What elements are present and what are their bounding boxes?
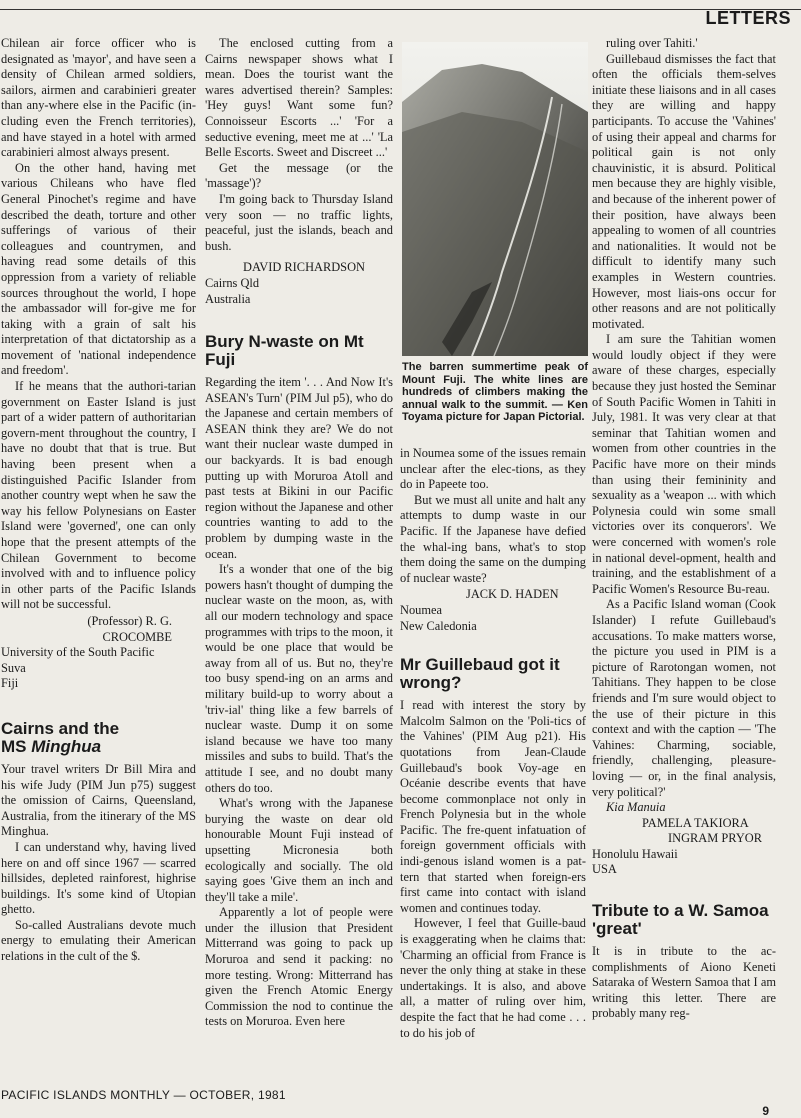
- affiliation: Fiji: [1, 676, 19, 691]
- affiliation: Suva: [1, 660, 26, 675]
- column-4: [592, 36, 776, 1022]
- paragraph: I read with interest the story by Malcolm Salmon on the 'Poli-tics of the Vahines' (PIM Aug p21). His quotations from Jean-Claude Guillebaud's book Voy-age en Océanie describe events that have become commonplace not only in French Polynesia but in the whole Pacific. The fre-quent infatuation of foreign government officials with indi-genous island women is a pat-tern that started when foreign-ers first came into contact with island women and continues today.: [400, 698, 586, 915]
- paragraph: If he means that the authori-tarian government on Easter Island is just part of a wider pattern of authoritarian govern-ment throughout the country, I have no doubt that that is true. But having been present when a distinguished Pacific Islander from another country wept when he saw the way his fellow Polynesians on Easter Island were 'governed', one can only hope that the present attempts of the Chilean Government to become involved with and to influence policy in other parts of the Pacific Islands will not be successful.: [1, 379, 196, 612]
- column-1: [1, 36, 196, 965]
- paragraph: Get the message (or the 'massage')?: [205, 160, 393, 191]
- column-2: [205, 36, 393, 1030]
- photo-caption: The barren summertime peak of Mount Fuji. The white lines are hundreds of climbers making the annual walk to the summit. — Ken Toyama picture for Japan Pictorial.: [402, 361, 588, 424]
- paragraph: What's wrong with the Japanese burying the waste on dear old honourable Mount Fuji instead of upsetting Micronesia both ecologically and socially. The old saying goes 'Give them an inch and they'll take a mile'.: [205, 796, 393, 904]
- affiliation: Noumea: [400, 602, 442, 617]
- paragraph: Regarding the item '. . . And Now It's ASEAN's Turn' (PIM Jul p5), who do the Japanese and certain members of ASEAN think they are? We do not want their nuclear waste dumped in our backyards. It is bad enough putting up with Moruroa Atoll and past tests at Bikini in our Pacific region without the Japanese and other countries wanting to add to the problem by dumping waste in the ocean.: [205, 375, 393, 561]
- affiliation: New Caledonia: [400, 618, 477, 633]
- paragraph: Chilean air force officer who is designated as 'mayor', and have seen a density of Chilean armed soldiers, sailors, airmen and carabinieri greater than any-where else in the Pacific (in-cluding even the French territories), and have stayed in a hotel with armed carabinieri almost always present.: [1, 36, 196, 160]
- paragraph: But we must all unite and halt any attempts to dump waste in our Pacific. If the Japanese have defied the whal-ing bans, what's to stop them doing the same on the dumping of nuclear waste?: [400, 492, 586, 585]
- section-header: LETTERS: [705, 8, 791, 28]
- paragraph: I am sure the Tahitian women would loudly object if they were aware of these charges, especially because they just hosted the Seminar of South Pacific Women in Tahiti in July, 1981. It was very clear at that seminar that Tahitian women and women from other countries in the Pacific have more on their minds than using their femininity and sexuality as a 'weapon ... with which Polynesia could win some small victories over its conquerors'. We were concerned with women's role in national devel-opment, health and training, and the establishment of a Pacific Women's Resource Bu-reau.: [592, 332, 776, 596]
- affiliation: Cairns Qld: [205, 275, 260, 290]
- signature-name: INGRAM PRYOR: [668, 831, 762, 846]
- paragraph: Your travel writers Dr Bill Mira and his wife Judy (PIM Jun p75) suggest the omission of Cairns, Queensland, Australia, from the itinerary of the MS Minghua.: [1, 761, 196, 839]
- signature-name: CROCOMBE: [102, 629, 172, 644]
- headline-tribute: Tribute to a W. Samoa 'great': [592, 901, 769, 939]
- paragraph: As a Pacific Island woman (Cook Islander) I refute Guillebaud's accusations. To make matters worse, the picture you used in PIM is a picture of Rarotongan women, not Tahitians. They happen to be close friends and I'm sure would object to the use of their picture in this context and with the caption — 'The Vahines: Charming, sociable, friendly, challenging, pleasure-loving — or, in the final analysis, very political?': [592, 597, 776, 799]
- paragraph: So-called Australians devote much energy to emulating their American relations in the cult of the $.: [1, 917, 196, 964]
- signature-name: DAVID RICHARDSON: [243, 260, 365, 275]
- paragraph: in Noumea some of the issues remain unclear after the elec-tions, as they do in Papeete too.: [400, 446, 586, 492]
- paragraph: ruling over Tahiti.': [606, 36, 698, 50]
- signature-name: PAMELA TAKIORA: [642, 815, 749, 830]
- headline-guillebaud: Mr Guillebaud got it wrong?: [400, 655, 560, 693]
- column-3: [400, 446, 586, 1041]
- footer: PACIFIC ISLANDS MONTHLY — OCTOBER, 1981: [1, 1088, 286, 1102]
- paragraph: The enclosed cutting from a Cairns newspaper shows what I mean. Does the tourist want the wares advertised therein? Samples: 'Hey guys! Want some fun? Connoisseur Escorts ...' 'For a seductive evening, meet me at ...' 'La Belle Escorts. Sweet and Discreet ...': [205, 36, 393, 160]
- signature-name: JACK D. HADEN: [466, 587, 559, 602]
- paragraph: Guillebaud dismisses the fact that often the officials them-selves initiate these liaisons and in all cases they are willing and happy participants. To accuse the 'Vahines' of using their appeal and charms for political gain is not only chauvinistic, it is absurd. Political men because they are highly visible, and because of the inherent power of their position, have always been appealing to women of all countries and nationalities. It would not be difficult to identify many such examples in Western countries. However, most liais-ons occur for other reasons and are not politically motivated.: [592, 51, 776, 331]
- closing: Kia Manuia: [606, 800, 666, 815]
- affiliation: University of the South Pacific: [1, 645, 155, 660]
- photo-mount-fuji: [402, 42, 588, 356]
- affiliation: Australia: [205, 291, 251, 306]
- paragraph: On the other hand, having met various Chileans who have fled General Pinochet's regime and have described the death, torture and other sufferings of various of their colleagues and countrymen, and having read some details of this oppression from a variety of reliable sources throughout the world, I hope the ambassador will for-give me for taking with a grain of salt his interpretation of that dictatorship as a movement of 'national independence and freedom'.: [1, 160, 196, 378]
- headline-bury-n-waste: Bury N-waste on Mt Fuji: [205, 332, 364, 370]
- affiliation: Honolulu Hawaii: [592, 846, 678, 861]
- paragraph: I'm going back to Thursday Island very soon — no traffic lights, peaceful, just the islands, beach and bush.: [205, 191, 393, 253]
- paragraph: Apparently a lot of people were under the illusion that President Mitterrand was going to pack up Moruroa and send it packing: no more testing. Wrong: Mitterrand has given the French Atomic Energy Commission the nod to continue the tests on Moruroa. Even here: [205, 905, 393, 1029]
- paragraph: It is in tribute to the ac-complishments of Aiono Keneti Sataraka of Western Samoa that I am writing this letter. There are probably many reg-: [592, 944, 776, 1021]
- signature-line: (Professor) R. G.: [87, 613, 172, 628]
- headline-cairns: Cairns and the MS Minghua: [1, 718, 120, 756]
- paragraph: It's a wonder that one of the big powers hasn't thought of dumping the nuclear waste on the moon, as, with all our modern technology and space programmes with trips to the moon, it would be one place that would be away from all of us. But no, they're too busy spend-ing on an arms and military build-up to worry about a 'triv-ial' thing like a few barrels of nuclear waste. Dump it on some island because we have too many missiles and subs to build. That's the attitude I see, and no doubt many others do too.: [205, 562, 393, 795]
- page-number: 9: [762, 1104, 769, 1118]
- affiliation: USA: [592, 862, 617, 877]
- paragraph: I can understand why, having lived here on and off since 1967 — scarred hillsides, depleted rainforest, highrise buildings. It's some kind of Utopian ghetto.: [1, 839, 196, 917]
- paragraph: However, I feel that Guille-baud is exaggerating when he claims that: 'Charming an official from France is never the only thing at stake in these undertakings. It is also, and above all, a matter of ruling over him, despite the fact that he had come . . . to do his job of: [400, 916, 586, 1040]
- header-rule: [0, 9, 801, 10]
